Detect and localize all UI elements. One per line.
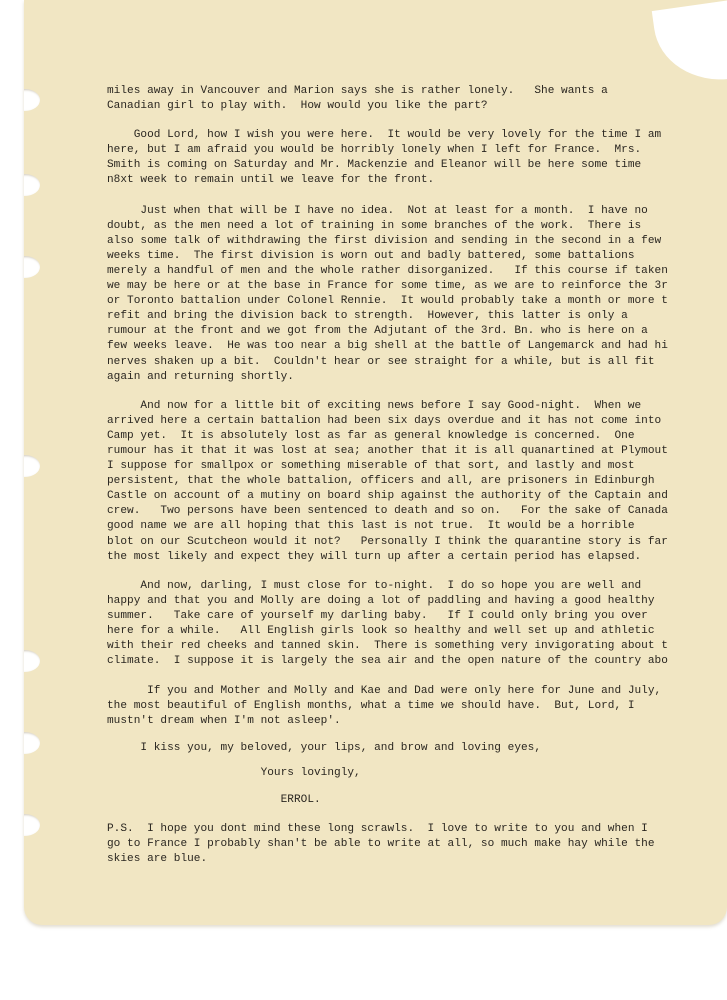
text-line: If you and Mother and Molly and Kae and Dad were only here for June and July, (107, 685, 662, 698)
closing-yours-lovingly (107, 766, 727, 781)
text-line: we may be here or at the base in France for some time, as we are to reinforce the 3r (107, 280, 668, 293)
text-line: ERROL. (107, 793, 321, 806)
text-line: the most beautiful of English months, what a time we should have. But, Lord, I (107, 700, 635, 713)
text-line: skies are blue. (107, 853, 208, 866)
text-line: or Toronto battalion under Colonel Rennie. It would probably take a month or more t (107, 295, 668, 308)
text-line: Camp yet. It is absolutely lost as far as general knowledge is concerned. One (107, 429, 635, 442)
punch-hole-5 (24, 650, 40, 672)
text-line: climate. I suppose it is largely the sea air and the open nature of the country abo (107, 655, 668, 668)
text-line: rumour has it that it was lost at sea; another that it is all quanartined at Plymout (107, 444, 668, 457)
signature-errol (107, 793, 727, 808)
punch-hole-4 (24, 455, 40, 477)
text-line: rumour at the front and we got from the Adjutant of the 3rd. Bn. who is here on a (107, 325, 648, 338)
text-line: crew. Two persons have been sentenced to death and so on. For the sake of Canada (107, 505, 668, 518)
text-line: go to France I probably shan't be able to write at all, so much make hay while the (107, 837, 655, 850)
text-line: refit and bring the division back to strength. However, this latter is only a (107, 310, 628, 323)
torn-corner (652, 0, 727, 88)
paragraph-close-for-tonight (107, 579, 727, 670)
text-line: Canadian girl to play with. How would you like the part? (107, 100, 488, 113)
text-line: also some talk of withdrawing the first division and sending in the second in a few (107, 234, 662, 247)
text-line: the most likely and expect they will turn up after a certain period has elapsed. (107, 550, 642, 563)
text-line: good name we are all hoping that this last is not true. It would be a horrible (107, 520, 635, 533)
paragraph-postscript (107, 822, 727, 867)
punch-hole-3 (24, 256, 40, 278)
text-line: n8xt week to remain until we leave for the front. (107, 174, 435, 187)
text-line: again and returning shortly. (107, 370, 294, 383)
text-line: with their red cheeks and tanned skin. There is something very invigorating about t (107, 640, 668, 653)
text-line: mustn't dream when I'm not asleep'. (107, 715, 341, 728)
text-line: summer. Take care of yourself my darling baby. If I could only bring you over (107, 609, 648, 622)
text-line: blot on our Scutcheon would it not? Personally I think the quarantine story is far (107, 535, 668, 548)
text-line: miles away in Vancouver and Marion says she is rather lonely. She wants a (107, 85, 608, 97)
punch-hole-2 (24, 174, 40, 196)
text-line: Good Lord, how I wish you were here. It would be very lovely for the time I am (107, 129, 662, 142)
punch-hole-7 (24, 814, 40, 836)
text-line: happy and that you and Molly are doing a lot of paddling and having a good healthy (107, 594, 655, 607)
paragraph-first-division (107, 204, 727, 385)
text-line: arrived here a certain battalion had been six days overdue and it has not come into (107, 414, 662, 427)
text-line: Smith is coming on Saturday and Mr. Mackenzie and Eleanor will be here some time (107, 159, 642, 172)
punch-hole-6 (24, 732, 40, 754)
text-line: Just when that will be I have no idea. Not at least for a month. I have no (107, 204, 648, 217)
paragraph-wish-you-were-here (107, 128, 727, 188)
text-line: And now for a little bit of exciting news before I say Good-night. When we (107, 399, 642, 412)
text-line: weeks time. The first division is worn out and badly battered, some battalions (107, 249, 635, 262)
text-line: I suppose for smallpox or something miserable of that sort, and lastly and most (107, 460, 635, 473)
text-line: persistent, that the whole battalion, officers and all, are prisoners in Edinburgh (107, 475, 655, 488)
punch-hole-1 (24, 89, 40, 111)
text-line: P.S. I hope you dont mind these long scrawls. I love to write to you and when I (107, 822, 648, 835)
paragraph-june-and-july (107, 684, 727, 729)
text-line: doubt, as the men need a lot of training in some branches of the work. There is (107, 219, 642, 232)
text-line: Castle on account of a mutiny on board ship against the authority of the Captain and (107, 490, 668, 503)
text-line: here for a while. All English girls look so healthy and well set up and athletic (107, 625, 655, 637)
text-line: Yours lovingly, (107, 766, 361, 779)
text-line: nerves shaken up a bit. Couldn't hear or see straight for a while, but is all fit (107, 355, 655, 368)
text-line: few weeks leave. He was too near a big shell at the battle of Langemarck and had hi (107, 340, 668, 353)
text-line: I kiss you, my beloved, your lips, and brow and loving eyes, (107, 741, 542, 754)
paragraph-kiss (107, 741, 727, 756)
paragraph-opening-continuation (107, 84, 727, 114)
paragraph-exciting-news (107, 399, 727, 565)
letter-text (107, 84, 727, 881)
text-line: And now, darling, I must close for to-night. I do so hope you are well and (107, 579, 642, 592)
text-line: here, but I am afraid you would be horribly lonely when I left for France. Mrs. (107, 144, 642, 157)
text-line: merely a handful of men and the whole rather disorganized. If this course if taken (107, 264, 668, 277)
